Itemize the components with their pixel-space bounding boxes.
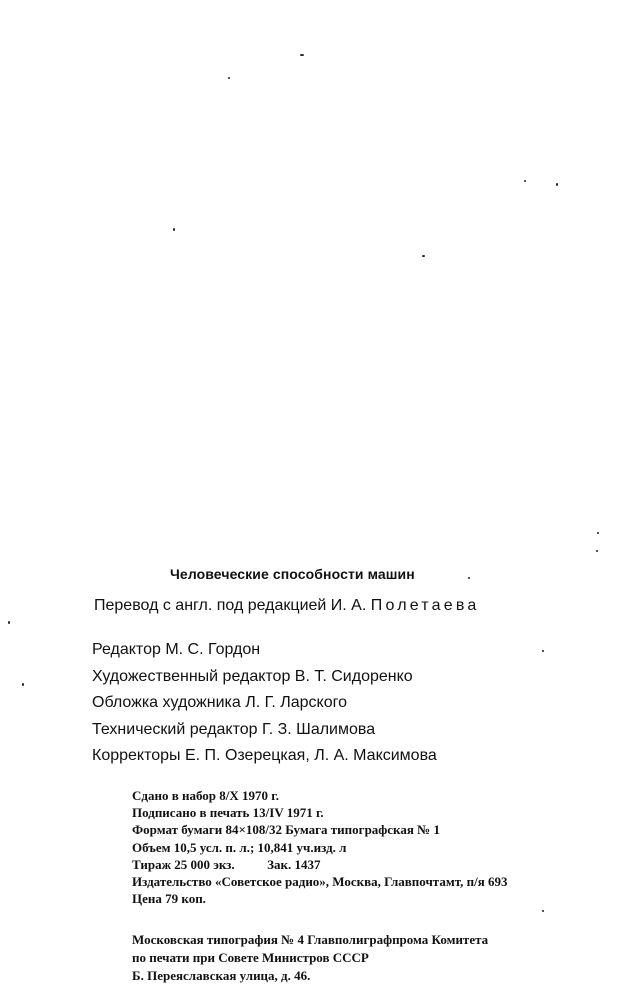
translation-editor-name: Полетаева <box>370 597 480 614</box>
scan-speck <box>173 228 175 231</box>
credit-technical-editor: Технический редактор Г. З. Шалимова <box>92 720 376 738</box>
imprint-block <box>132 787 507 907</box>
scan-speck <box>524 180 526 182</box>
imprint-line: Тираж 25 000 экз. Зак. 1437 <box>132 856 321 872</box>
scan-speck <box>596 550 598 552</box>
printer-line: Б. Переяславская улица, д. 46. <box>132 968 311 983</box>
credit-cover-artist: Обложка художника Л. Г. Ларского <box>92 694 347 711</box>
credits-block <box>92 637 437 770</box>
imprint-line: Подписано в печать 13/IV 1971 г. <box>132 805 324 821</box>
printer-line: по печати при Совете Министров СССР <box>132 950 369 965</box>
credit-proofreaders: Корректоры Е. П. Озерецкая, Л. А. Максимова <box>92 747 437 764</box>
credit-art-editor: Художественный редактор В. Т. Сидоренко <box>92 667 413 685</box>
scan-speck <box>542 910 544 912</box>
imprint-line: Сдано в набор 8/X 1970 г. <box>132 788 279 803</box>
scan-speck <box>556 183 558 186</box>
printer-block <box>132 931 488 985</box>
imprint-line: Цена 79 коп. <box>132 891 206 907</box>
imprint-line: Формат бумаги 84×108/32 Бумага типографская № 1 <box>132 822 440 838</box>
translation-credit <box>94 597 479 615</box>
scan-speck <box>8 621 10 624</box>
printer-line: Московская типография № 4 Главполиграфпрома Комитета <box>132 932 489 947</box>
scan-speck <box>468 577 470 579</box>
imprint-line: Объем 10,5 усл. п. л.; 10,841 уч.изд. л <box>132 839 347 855</box>
scan-speck <box>597 532 599 534</box>
imprint-line: Издательство «Советское радио», Москва, Главпочтамт, п/я 693 <box>132 874 508 890</box>
book-title: Человеческие способности машин <box>170 566 415 582</box>
scan-speck <box>542 650 544 652</box>
scan-speck <box>300 54 304 56</box>
scan-speck <box>422 255 425 257</box>
credit-editor: Редактор М. С. Гордон <box>92 641 261 658</box>
scan-speck <box>228 77 230 79</box>
translation-prefix: Перевод с англ. под редакцией И. А. <box>94 597 367 614</box>
scan-speck <box>22 683 24 686</box>
